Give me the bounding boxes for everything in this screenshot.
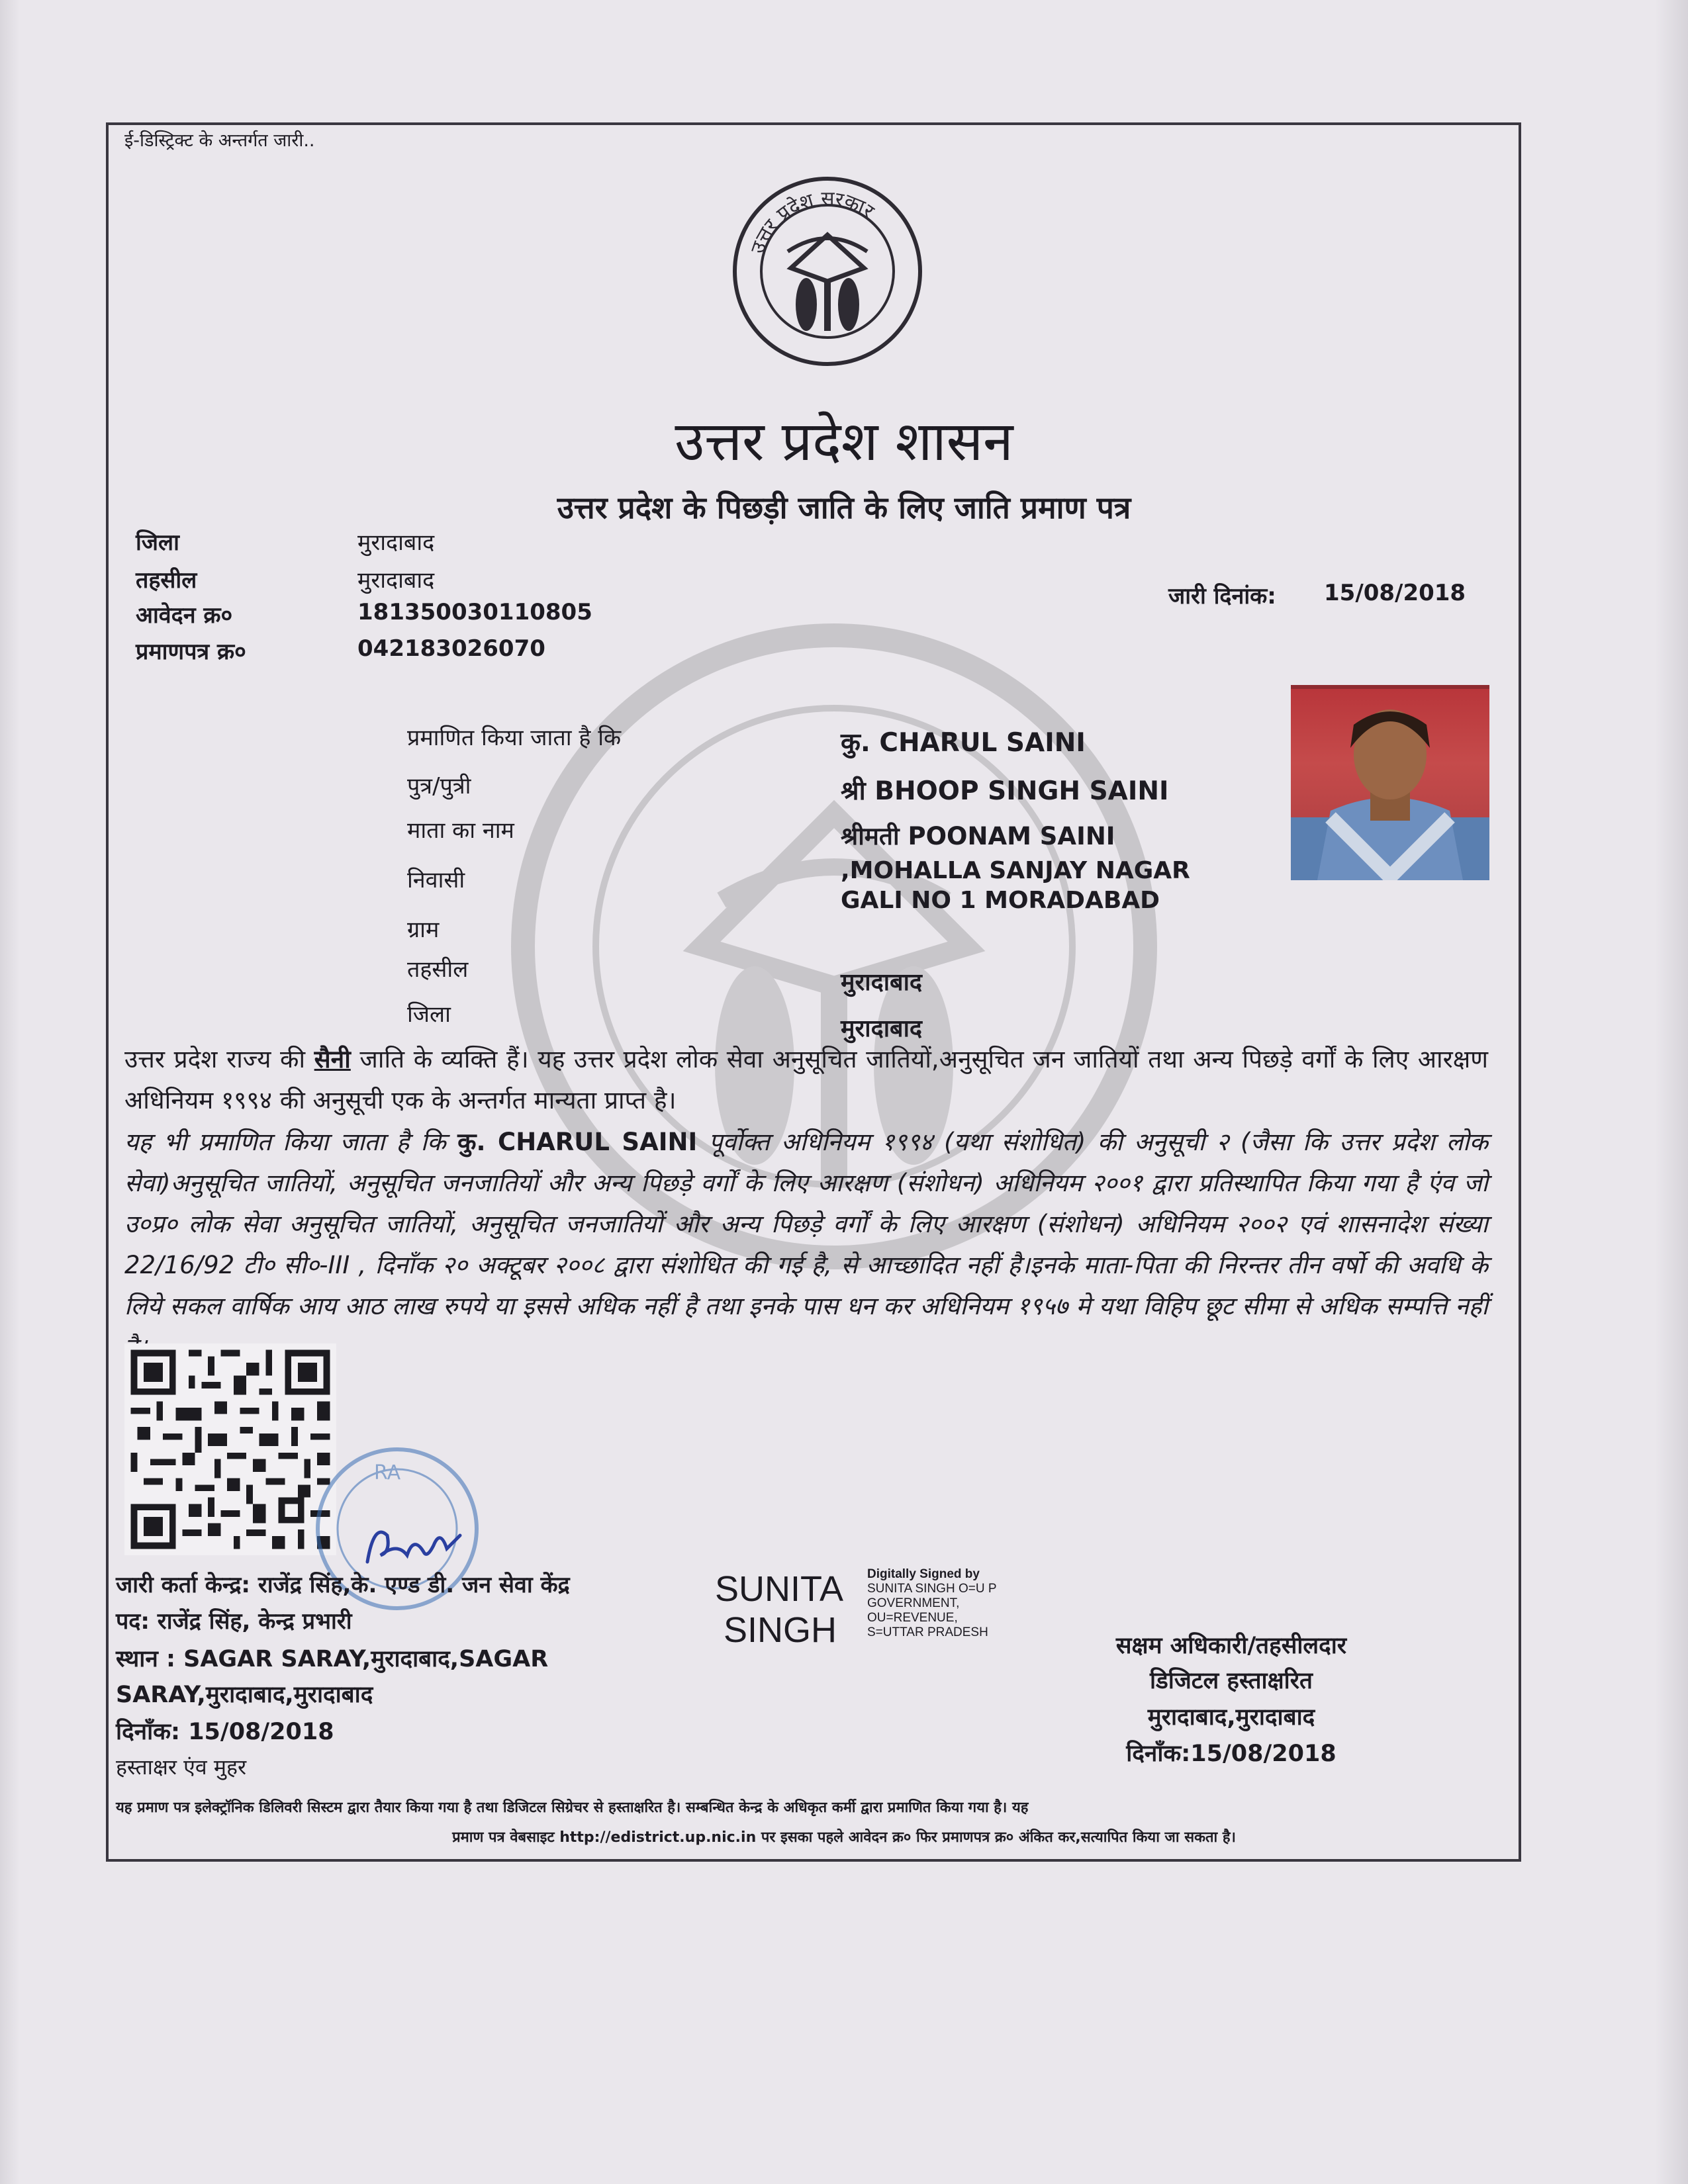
issuer-center: जारी कर्ता केन्द्र: राजेंद्र सिंह,के. एण्ड डी. जन सेवा केंद्र	[116, 1572, 570, 1598]
para1-text: जाति के व्यक्ति हैं। यह उत्तर प्रदेश लोक सेवा अनुसूचित जातियों,अनुसूचित जन जातियों तथा अन्य पिछड़े वर्गों के लिए आरक्षण अधिनियम १९९४ की अनुसूची एक के अन्तर्गत मान्यता प्राप्त है।	[124, 1045, 1489, 1115]
creamy-layer-paragraph	[124, 1122, 1488, 1368]
top-note: ई-डिस्ट्रिक्ट के अन्तर्गत जारी..	[124, 130, 315, 151]
detail-label-tehsil: तहसील	[407, 956, 469, 983]
svg-text:RA: RA	[374, 1461, 401, 1484]
caste-statement-paragraph	[124, 1039, 1488, 1121]
issuer-place-2: SARAY,मुरादाबाद,मुरादाबाद	[116, 1682, 373, 1708]
meta-label-tehsil: तहसील	[136, 567, 197, 594]
authority-location: मुरादाबाद,मुरादाबाद	[1147, 1704, 1315, 1731]
issuer-sign-seal-label: हस्ताक्षर एंव मुहर	[116, 1754, 247, 1780]
detail-value-address-1: ,MOHALLA SANJAY NAGAR	[841, 857, 1190, 884]
handwritten-signature	[361, 1516, 473, 1575]
detail-label-son-daughter: पुत्र/पुत्री	[407, 773, 471, 799]
issuer-post: पद: राजेंद्र सिंह, केन्द्र प्रभारी	[116, 1608, 352, 1635]
detail-value-tehsil: मुरादाबाद	[841, 969, 923, 996]
para2-text: पूर्वोक्त अधिनियम १९९४ (यथा संशोधित) की अनुसूची २ (जैसा कि उत्तर प्रदेश लोक सेवा)अनुसूचित जातियों, अनुसूचित जनजातियों और अन्य पिछड़े वर्गों के लिए आरक्षण (संशोधन) अधिनियम २००१ द्वारा प्रतिस्थापित किया गया है एंव जो उ०प्र० लोक सेवा अनुसूचित जातियों, अनुसूचित जनजातियों और अन्य पिछड़े वर्गों के लिए आरक्षण (संशोधन) अधिनियम २००२ एवं शासनादेश संख्या 22/16/92 टी० सी०-III , दिनाँक २० अक्टूबर २००८ द्वारा संशोधित की गई है, से आच्छादित नहीं है।इनके माता-पिता की निरन्तर तीन वर्षो की अवधि के लिये सकल वार्षिक आय आठ लाख रुपये या इससे अधिक नहीं है तथा इनके पास धन कर अधिनियम १९५७ मे यथा विहिप छूट सीमा से अधिक सम्पत्ति नहीं	[124, 1128, 1488, 1320]
qr-code	[124, 1343, 336, 1555]
para2-applicant-name: कु. CHARUL SAINI	[457, 1128, 698, 1156]
digital-signature-line-1: Digitally Signed by	[867, 1567, 980, 1581]
issuer-place-1: स्थान : SAGAR SARAY,मुरादाबाद,SAGAR	[116, 1646, 549, 1672]
footer-note-2: प्रमाण पत्र वेबसाइट http://edistrict.up.nic.in पर इसका पहले आवेदन क्र० फिर प्रमाणपत्र क्र० अंकित कर,सत्यापित किया जा सकता है।	[452, 1829, 1236, 1846]
para2-prefix: यह भी प्रमाणित किया जाता है कि	[124, 1128, 446, 1156]
issue-date: 15/08/2018	[1324, 580, 1466, 606]
footer-note-1: यह प्रमाण पत्र इलेक्ट्रॉनिक डिलिवरी सिस्टम द्वारा तैयार किया गया है तथा डिजिटल सिग्रेचर से हस्ताक्षरित है। सम्बन्धित केन्द्र के अधिकृत कर्मी द्वारा प्रमाणित किया गया है। यह	[116, 1799, 1029, 1816]
digital-signature-line-5: S=UTTAR PRADESH	[867, 1625, 988, 1639]
certificate-subtitle: उत्तर प्रदेश के पिछड़ी जाति के लिए जाति प्रमाण पत्र	[557, 490, 1131, 525]
para1-prefix: उत्तर प्रदेश राज्य की	[124, 1045, 306, 1073]
meta-value-application-no: 181350030110805	[357, 599, 592, 625]
digital-signature-details	[867, 1567, 997, 1640]
meta-label-application-no: आवेदन क्र०	[136, 602, 233, 629]
issue-date-label: जारी दिनांक:	[1168, 583, 1276, 610]
issuer-date: दिनाँक: 15/08/2018	[116, 1719, 334, 1745]
detail-label-resident: निवासी	[407, 867, 465, 893]
applicant-photo	[1291, 685, 1489, 880]
detail-label-village: ग्राम	[407, 917, 440, 943]
detail-value-name: कु. CHARUL SAINI	[841, 728, 1086, 758]
detail-value-mother: श्रीमती POONAM SAINI	[841, 822, 1115, 850]
digital-signature-line-3: GOVERNMENT,	[867, 1596, 960, 1610]
authority-title: सक्षम अधिकारी/तहसीलदार	[1115, 1633, 1347, 1659]
digital-signature-line-4: OU=REVENUE,	[867, 1611, 958, 1625]
authority-date: दिनाँक:15/08/2018	[1126, 1741, 1336, 1767]
authority-digital-signed: डिजिटल हस्ताक्षरित	[1149, 1668, 1313, 1694]
detail-label-district: जिला	[407, 1001, 451, 1028]
meta-label-certificate-no: प्रमाणपत्र क्र०	[136, 639, 246, 665]
meta-value-district: मुरादाबाद	[357, 529, 435, 556]
digital-signature-line-2: SUNITA SINGH O=U P	[867, 1582, 997, 1596]
certificate-title: उत्तर प्रदेश शासन	[675, 410, 1013, 473]
detail-label-mother: माता का नाम	[407, 817, 514, 844]
svg-text:उत्तर प्रदेश सरकार: उत्तर प्रदेश सरकार	[746, 187, 878, 257]
detail-value-district: मुरादाबाद	[841, 1015, 923, 1042]
digital-signature-name-1: SUNITA	[715, 1569, 844, 1609]
detail-value-address-2: GALI NO 1 MORADABAD	[841, 887, 1160, 914]
up-government-emblem-icon	[728, 172, 927, 371]
digital-signature-name-2: SINGH	[724, 1610, 837, 1650]
meta-label-district: जिला	[136, 529, 179, 556]
meta-value-certificate-no: 042183026070	[357, 635, 545, 662]
caste-name: सैनी	[314, 1045, 351, 1073]
detail-label-certified: प्रमाणित किया जाता है कि	[407, 725, 622, 751]
meta-value-tehsil: मुरादाबाद	[357, 567, 435, 594]
detail-value-father: श्री BHOOP SINGH SAINI	[841, 776, 1169, 806]
